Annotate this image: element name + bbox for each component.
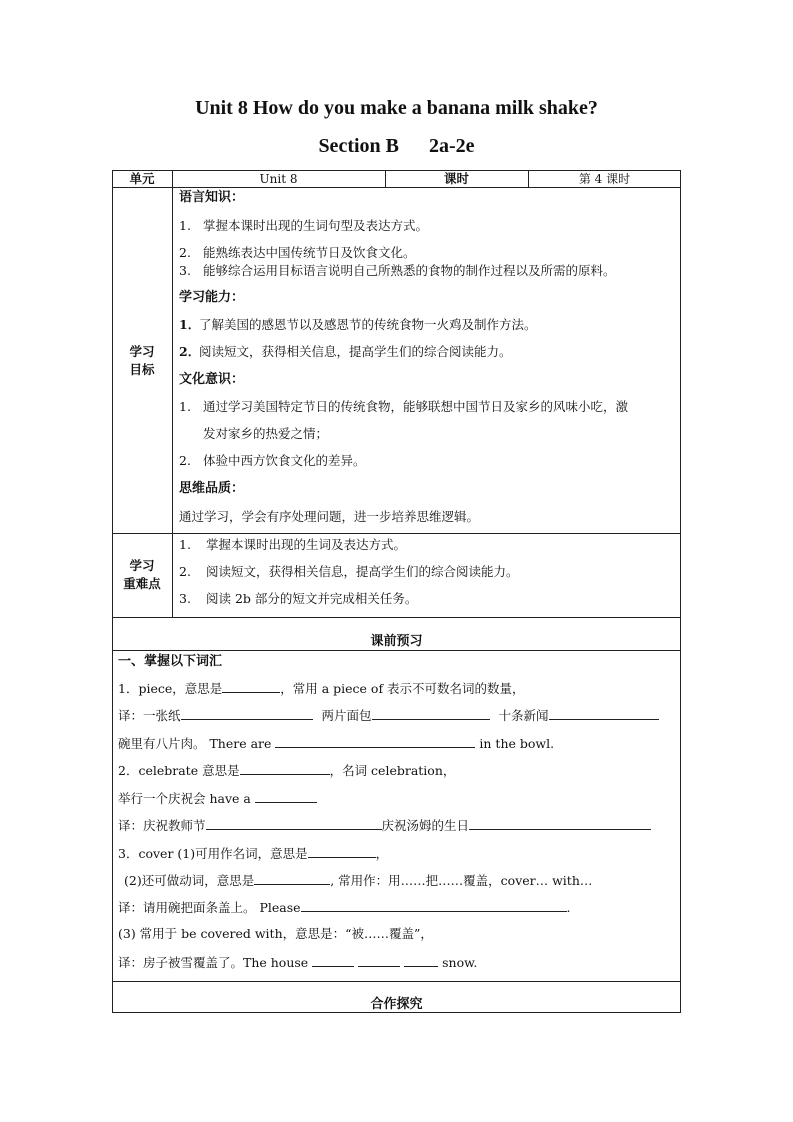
section-title: [0, 135, 793, 158]
answer-blank[interactable]: [312, 954, 354, 967]
keypoint-item: 2. 阅读短文，获得相关信息，提高学生们的综合阅读能力。: [179, 564, 519, 579]
answer-blank[interactable]: [469, 817, 651, 830]
preview-heading: 课前预习: [370, 634, 423, 649]
answer-blank[interactable]: [549, 707, 659, 720]
answer-blank[interactable]: [206, 817, 382, 830]
period-value: 第 4 课时: [578, 172, 631, 186]
exercise-line: 碗里有八片肉。 There are in the bowl.: [118, 736, 555, 751]
unit-value: Unit 8: [259, 172, 298, 186]
exercise-line: 译：庆祝教师节 庆祝汤姆的生日: [118, 817, 651, 834]
exercise-line: 举行一个庆祝会 have a: [118, 790, 317, 807]
answer-blank[interactable]: [358, 954, 400, 967]
exercise-line: 2．celebrate 意思是 ，名词 celebration，: [118, 763, 456, 778]
unit-label: 单元: [129, 171, 155, 186]
answer-blank[interactable]: [222, 680, 280, 693]
language-heading: 语言知识：: [179, 190, 245, 205]
period-label: 课时: [443, 171, 469, 186]
answer-blank[interactable]: [240, 762, 330, 775]
answer-blank[interactable]: [255, 790, 317, 803]
document-title: Unit 8 How do you make a banana milk shake?: [195, 97, 598, 119]
row-divider: [112, 533, 681, 534]
language-item: 2. 能熟练表达中国传统节日及饮食文化。: [179, 245, 416, 260]
culture-item: 1. 通过学习美国特定节日的传统食物，能够联想中国节日及家乡的风味小吃，激: [179, 399, 629, 414]
exercise-line: 译：一张纸 两片面包 十条新闻: [118, 707, 659, 724]
row-divider: [112, 650, 681, 651]
culture-item: 2. 体验中西方饮食文化的差异。: [179, 453, 366, 468]
exercise-line: 译：请用碗把面条盖上。 Please .: [118, 900, 571, 915]
objectives-label: 学习: [129, 344, 155, 359]
ability-item: 1．了解美国的感恩节以及感恩节的传统食物一火鸡及制作方法。: [179, 317, 537, 332]
section-code: 2a-2e: [429, 135, 475, 157]
answer-blank[interactable]: [275, 735, 475, 748]
culture-item-continuation: 发对家乡的热爱之情；: [203, 426, 329, 441]
thinking-heading: 思维品质：: [179, 481, 245, 496]
row-divider: [112, 981, 681, 982]
part1-heading: 一、掌握以下词汇: [118, 654, 223, 669]
column-divider: [172, 170, 173, 617]
keypoints-label: 学习: [129, 558, 155, 573]
exercise-line: 译：房子被雪覆盖了。The house snow.: [118, 955, 478, 970]
keypoint-item: 3. 阅读 2b 部分的短文并完成相关任务。: [179, 591, 418, 606]
answer-blank[interactable]: [372, 707, 490, 720]
answer-blank[interactable]: [301, 899, 567, 912]
answer-blank[interactable]: [181, 707, 313, 720]
answer-blank[interactable]: [308, 845, 376, 858]
ability-heading: 学习能力：: [179, 290, 245, 305]
row-divider: [112, 187, 681, 188]
thinking-text: 通过学习，学会有序处理问题，进一步培养思维逻辑。: [179, 509, 480, 524]
keypoints-label: 重难点: [123, 576, 161, 591]
answer-blank[interactable]: [254, 872, 330, 885]
answer-blank[interactable]: [404, 954, 438, 967]
section-label: Section B: [318, 135, 399, 157]
objectives-label: 目标: [129, 362, 155, 377]
ability-item: 2．阅读短文，获得相关信息，提高学生们的综合阅读能力。: [179, 344, 512, 359]
culture-heading: 文化意识：: [179, 372, 245, 387]
keypoint-item: 1. 掌握本课时出现的生词及表达方式。: [179, 537, 407, 552]
exercise-line: 3．cover (1)可用作名词，意思是 ，: [118, 846, 389, 861]
exercise-line: (3) 常用于 be covered with，意思是：“被……覆盖”，: [118, 926, 433, 941]
language-item: 1. 掌握本课时出现的生词句型及表达方式。: [179, 218, 429, 233]
exercise-line: (2)还可做动词，意思是 , 常用作：用……把……覆盖，cover… with…: [124, 873, 593, 888]
row-divider: [112, 617, 681, 618]
cooperation-heading: 合作探究: [370, 997, 423, 1012]
language-item: 3. 能够综合运用目标语言说明自己所熟悉的食物的制作过程以及所需的原料。: [179, 263, 616, 278]
exercise-line: 1．piece，意思是 ，常用 a piece of 表示不可数名词的数量，: [118, 681, 525, 696]
